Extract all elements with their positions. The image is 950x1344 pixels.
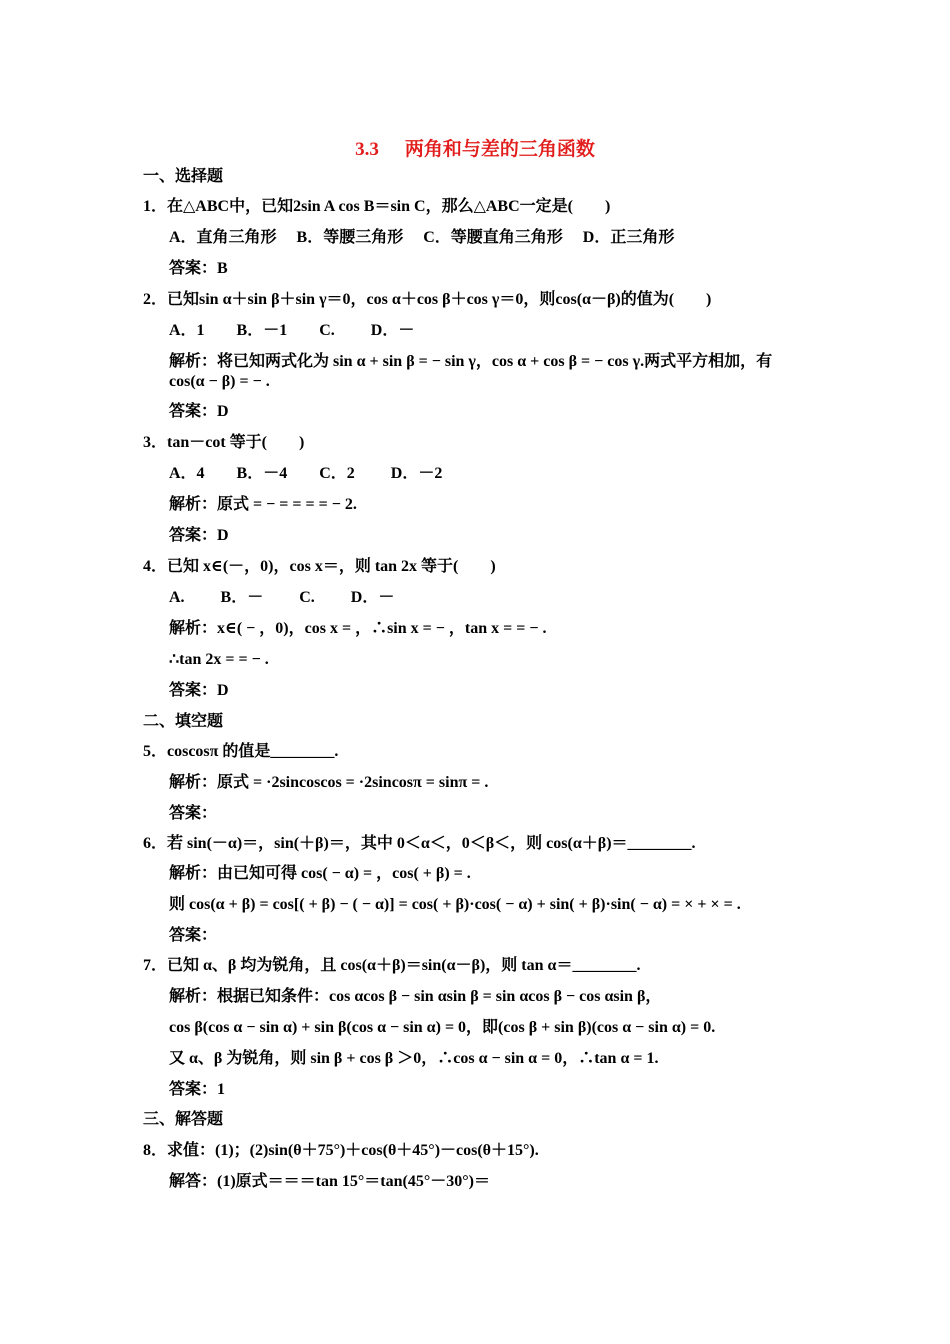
title-text: 两角和与差的三角函数 <box>404 139 595 160</box>
question: 2．已知sin α＋sin β＋sin γ＝0，cos α＋cos β＋cos γ＝0，则cos(α－β)的值为( ) <box>143 291 712 308</box>
question: 6．若 sin(－α)＝，sin(＋β)＝，其中 0＜α＜，0＜β＜，则 cos(α＋β)＝________. <box>143 835 696 852</box>
section-heading: 二、填空题 <box>143 713 224 730</box>
options: A．直角三角形 B．等腰三角形 C．等腰直角三角形 D．正三角形 <box>169 229 675 246</box>
answer: 答案：D <box>169 527 229 544</box>
question: 5．coscosπ 的值是________. <box>143 743 339 760</box>
options: A．4 B．－4 C．2 D．－2 <box>169 465 443 482</box>
section-heading: 一、选择题 <box>143 168 224 185</box>
solution: 解析：原式 = ·2sincoscos = ·2sincosπ = sinπ = . <box>169 774 489 791</box>
section-heading: 三、解答题 <box>143 1111 224 1128</box>
options: A. B．－ C. D．－ <box>169 589 395 606</box>
solution: 解析：x∈( − ，0)，cos x = ，∴sin x = − ，tan x = = − . <box>169 620 547 637</box>
section-number: 3.3 <box>355 139 379 160</box>
solution: cos β(cos α − sin α) + sin β(cos α − sin α) = 0，即(cos β + sin β)(cos α − sin α) = 0. <box>169 1019 716 1036</box>
solution: 解析：根据已知条件：cos αcos β − sin αsin β = sin αcos β − cos αsin β， <box>169 988 662 1005</box>
question: 4．已知 x∈(－，0)，cos x＝，则 tan 2x 等于( ) <box>143 558 496 575</box>
question: 7．已知 α、β 均为锐角，且 cos(α＋β)＝sin(α－β)，则 tan α＝________. <box>143 957 641 974</box>
solution: 解析：由已知可得 cos( − α) = ，cos( + β) = . <box>169 865 471 882</box>
answer: 答案： <box>169 805 218 822</box>
question: 1．在△ABC中，已知2sin A cos B＝sin C，那么△ABC一定是( ) <box>143 198 611 215</box>
answer: 答案：D <box>169 682 229 699</box>
question: 3．tan－cot 等于( ) <box>143 434 305 451</box>
solution: 解析：原式 = − = = = = − 2. <box>169 496 357 513</box>
answer: 答案：1 <box>169 1081 226 1098</box>
page-title <box>0 134 950 161</box>
solution: 解答：(1)原式＝＝＝tan 15°＝tan(45°－30°)＝ <box>169 1173 490 1190</box>
solution: 则 cos(α + β) = cos[( + β) − ( − α)] = cos( + β)·cos( − α) + sin( + β)·sin( − α) = × + × = . <box>169 896 741 913</box>
options: A．1 B．－1 C. D．－ <box>169 322 415 339</box>
answer: 答案：D <box>169 403 229 420</box>
answer: 答案： <box>169 927 218 944</box>
answer: 答案：B <box>169 260 228 277</box>
question: 8．求值：(1)；(2)sin(θ＋75°)＋cos(θ＋45°)－cos(θ＋15°). <box>143 1142 539 1159</box>
solution: ∴tan 2x = = − . <box>169 651 269 668</box>
solution: 解析：将已知两式化为 sin α + sin β = − sin γ，cos α + cos β = − cos γ.两式平方相加，有 cos(α − β) = − . <box>169 353 773 390</box>
solution: 又 α、β 为锐角，则 sin β + cos β ＞0，∴cos α − sin α = 0，∴tan α = 1. <box>169 1050 659 1067</box>
